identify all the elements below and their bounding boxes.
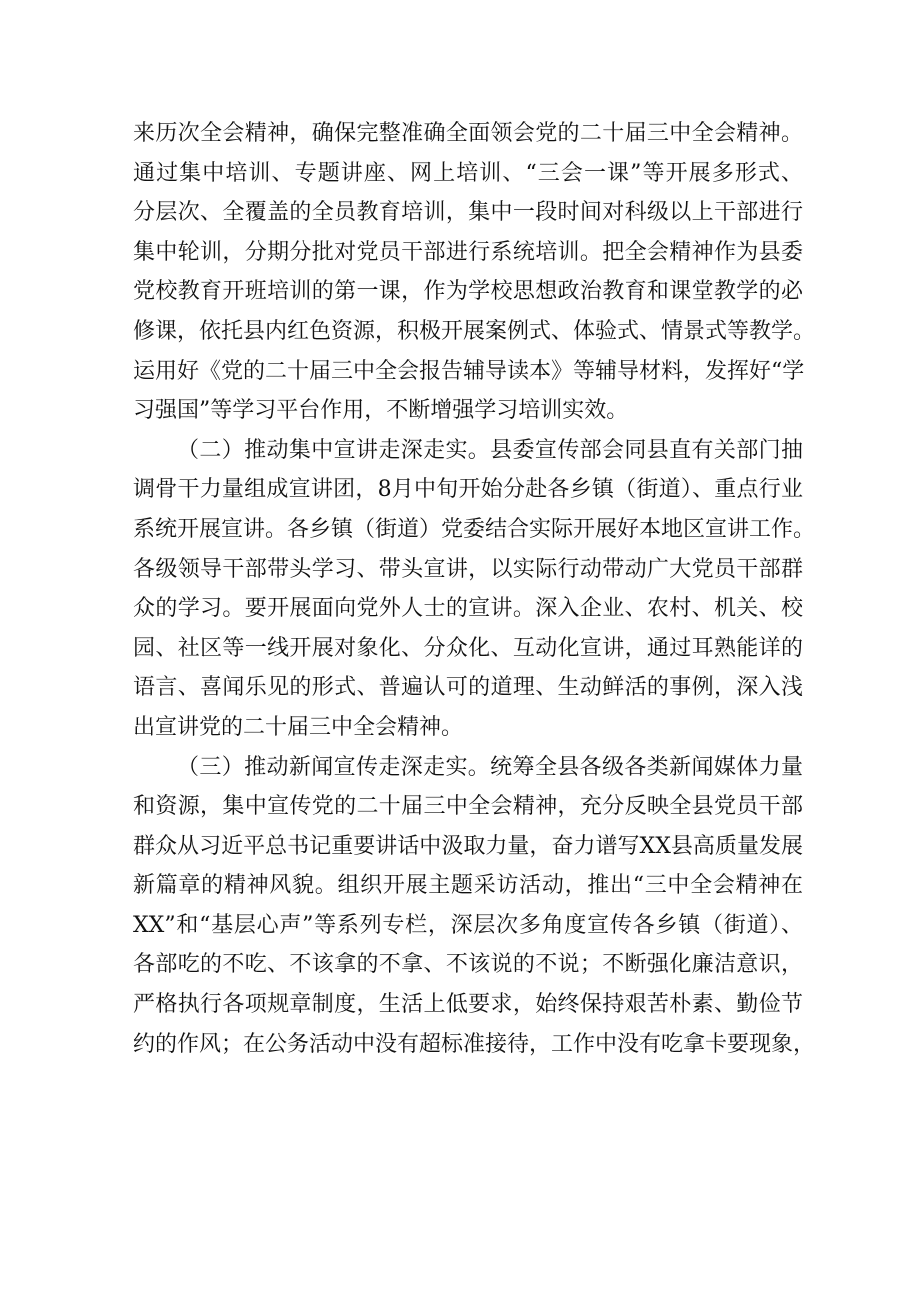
text-line: 习强国”等学习平台作用，不断增强学习培训实效。 [133,398,629,424]
text-line: 系统开展宣讲。各乡镇（街道）党委结合实际开展好本地区宣讲工作。 [133,516,816,542]
paragraph-p3 [133,748,816,1065]
text-line: 调骨干力量组成宣讲团，8月中旬开始分赴各乡镇（街道）、重点行业 [133,477,803,503]
text-line: （三）推动新闻宣传走深走实。统筹全县各级各类新闻媒体力量 [177,754,803,780]
text-line: 集中轮训，分期分批对党员干部进行系统培训。把全会精神作为县委 [133,239,803,265]
paragraph-p1 [133,114,816,431]
text-line: 众的学习。要开展面向党外人士的宣讲。深入企业、农村、机关、校 [133,596,803,622]
text-line: 新篇章的精神风貌。组织开展主题采访活动，推出“三中全会精神在 [133,873,803,899]
text-line: 修课，依托县内红色资源，积极开展案例式、体验式、情景式等教学。 [133,318,816,344]
text-line: 各部吃的不吃、不该拿的不拿、不该说的不说；不断强化廉洁意识， [133,952,803,978]
text-line: 出宣讲党的二十届三中全会精神。 [133,714,464,740]
text-line: 群众从习近平总书记重要讲话中汲取力量，奋力谱写XX县高质量发展 [133,833,803,859]
text-line: 来历次全会精神，确保完整准确全面领会党的二十届三中全会精神。 [133,121,803,146]
text-line: 运用好《党的二十届三中全会报告辅导读本》等辅导材料，发挥好“学 [133,358,805,384]
text-line: 语言、喜闻乐见的形式、普遍认可的道理、生动鲜活的事例，深入浅 [133,675,803,701]
text-line: （二）推动集中宣讲走深走实。县委宣传部会同县直有关部门抽 [177,437,803,463]
text-line: 和资源，集中宣传党的二十届三中全会精神，充分反映全县党员干部 [133,794,803,820]
text-line: 党校教育开班培训的第一课，作为学校思想政治教育和课堂教学的必 [133,279,803,305]
text-line: 分层次、全覆盖的全员教育培训，集中一段时间对科级以上干部进行 [133,200,803,226]
text-line: 各级领导干部带头学习、带头宣讲，以实际行动带动广大党员干部群 [133,556,803,582]
paragraph-p2 [133,431,816,748]
text-line: 约的作风；在公务活动中没有超标准接待，工作中没有吃拿卡要现象， [133,1031,816,1057]
body-text [133,114,816,1064]
text-line: 通过集中培训、专题讲座、网上培训、“三会一课”等开展多形式、 [133,160,803,186]
text-line: 园、社区等一线开展对象化、分众化、互动化宣讲，通过耳熟能详的 [133,635,803,661]
text-line: 严格执行各项规章制度，生活上低要求，始终保持艰苦朴素、勤俭节 [133,992,803,1018]
text-line: XX”和“基层心声”等系列专栏，深层次多角度宣传各乡镇（街道）、 [133,912,803,938]
